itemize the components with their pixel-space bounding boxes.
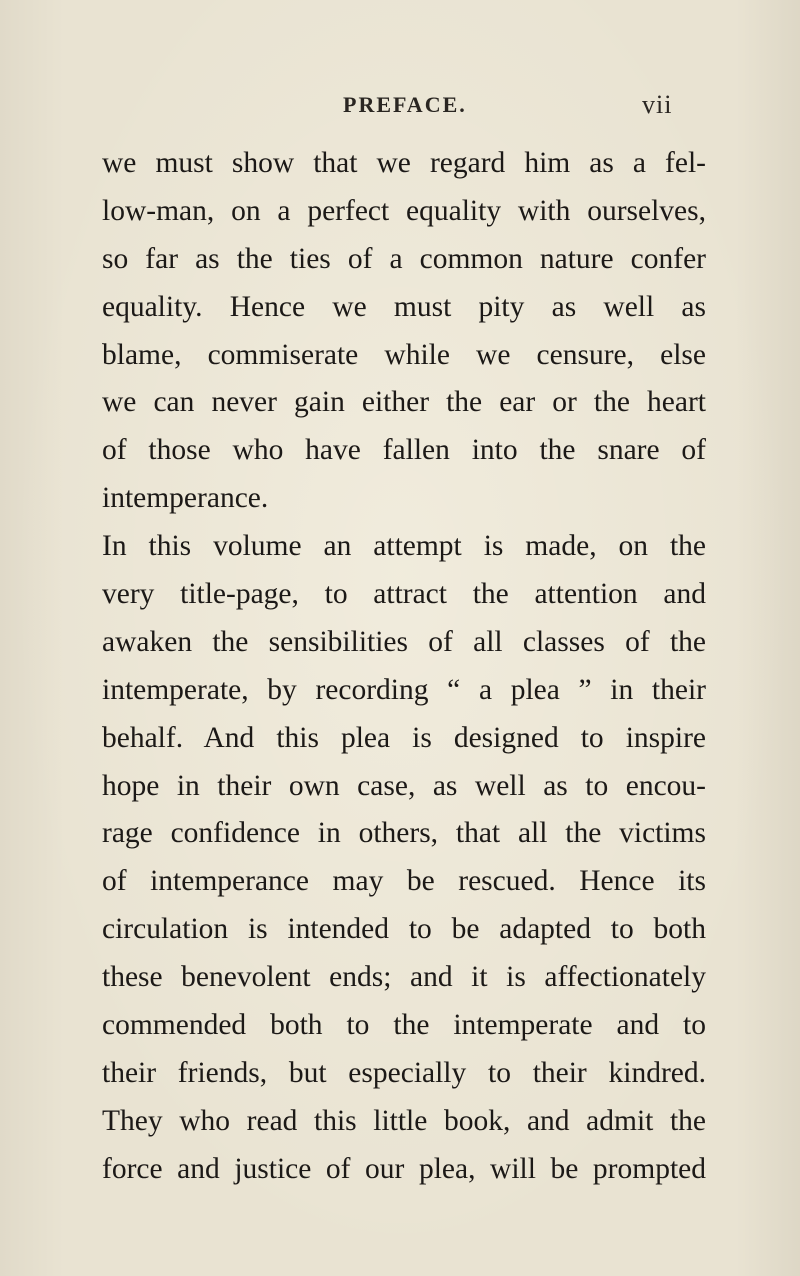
paragraph-start-line: In this volume an attempt is made, on the [102,530,706,563]
text-line: rage confidence in others, that all the victims [102,817,706,850]
text-line: blame, commiserate while we censure, else [102,338,706,371]
text-line: these benevolent ends; and it is affectionately [102,961,706,994]
text-line: equality. Hence we must pity as well as [102,290,706,323]
text-line: commended both to the intemperate and to [102,1009,706,1042]
text-line: so far as the ties of a common nature confer [102,242,706,275]
page-number: vii [642,90,673,119]
text-line: low-man, on a perfect equality with ourselves, [102,194,706,227]
text-line: They who read this little book, and admit the [102,1104,706,1137]
body-text [102,140,706,1194]
text-line: their friends, but especially to their kindred. [102,1056,706,1089]
running-head [0,92,800,128]
text-line: intemperate, by recording “ a plea ” in their [102,673,706,706]
text-line: of intemperance may be rescued. Hence its [102,865,706,898]
text-line: we can never gain either the ear or the heart [102,386,706,419]
paragraph-end-line: intemperance. [102,482,269,515]
text-line: circulation is intended to be adapted to both [102,913,706,946]
text-line: awaken the sensibilities of all classes of the [102,625,706,658]
text-line: force and justice of our plea, will be prompted [102,1152,706,1185]
text-line: hope in their own case, as well as to encou- [102,769,706,802]
running-head-title: PREFACE. [343,92,467,117]
text-line: of those who have fallen into the snare of [102,434,706,467]
text-line: behalf. And this plea is designed to inspire [102,721,706,754]
text-line: very title-page, to attract the attention and [102,578,706,611]
text-line: we must show that we regard him as a fel- [102,147,706,179]
